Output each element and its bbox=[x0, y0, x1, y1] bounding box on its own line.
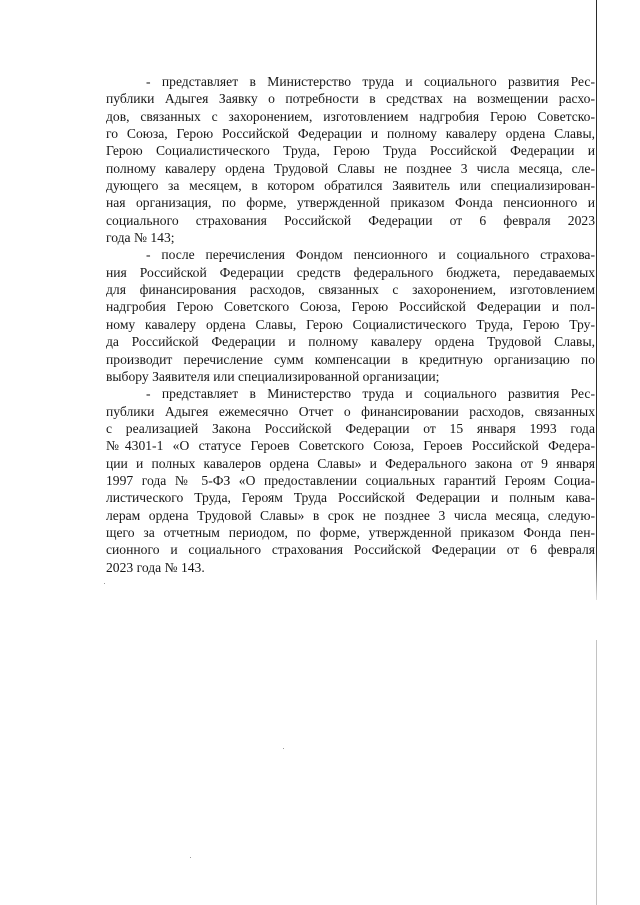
text-line: ния Российской Федерации средств федерального бюджета, передаваемых bbox=[106, 264, 595, 280]
paragraph-ministry-application bbox=[106, 73, 595, 246]
text-line: с реализацией Закона Российской Федерации от 15 января 1993 года bbox=[106, 420, 595, 436]
text-line: - после перечисления Фондом пенсионного и социального страхова- bbox=[146, 247, 595, 263]
text-line: да Российской Федерации и полному кавалеру ордена Трудовой Славы, bbox=[106, 334, 595, 350]
text-line: листического Труда, Героям Труда Российской Федерации и полным кава- bbox=[106, 490, 595, 506]
paragraph-fund-transfer bbox=[106, 246, 595, 385]
text-line: ному кавалеру ордена Славы, Герою Социалистического Труда, Герою Тру- bbox=[106, 316, 595, 332]
text-line: для финансирования расходов, связанных с захоронением, изготовлением bbox=[106, 282, 595, 298]
text-line: лерам ордена Трудовой Славы» в срок не позднее 3 числа месяца, следую- bbox=[106, 507, 595, 523]
text-line: дующего за месяцем, в котором обратился Заявитель или специализирован- bbox=[106, 178, 595, 194]
scan-edge-line-faint bbox=[596, 640, 597, 905]
text-line: Герою Социалистического Труда, Герою Труда Российской Федерации и bbox=[106, 143, 595, 159]
text-line: - представляет в Министерство труда и социального развития Рес- bbox=[146, 386, 595, 402]
scan-speck bbox=[190, 857, 191, 858]
text-line: сионного и социального страхования Российской Федерации от 6 февраля bbox=[106, 542, 595, 558]
text-line: дов, связанных с захоронением, изготовлением надгробия Герою Советско- bbox=[106, 108, 595, 124]
text-line: надгробия Герою Советского Союза, Герою Российской Федерации и пол- bbox=[106, 299, 595, 315]
document-body bbox=[106, 73, 595, 576]
scan-speck bbox=[104, 583, 105, 584]
text-line: №4301-1 «О статусе Героев Советского Союза, Героев Российской Федера- bbox=[106, 438, 595, 454]
text-line: 1997 года № 5-ФЗ «О предоставлении социальных гарантий Героям Социа- bbox=[106, 472, 595, 488]
text-line: - представляет в Министерство труда и социального развития Рес- bbox=[146, 74, 595, 89]
text-line: года № 143; bbox=[106, 230, 175, 246]
text-line: щего за отчетным периодом, по форме, утвержденной приказом Фонда пен- bbox=[106, 524, 595, 540]
text-line: го Союза, Герою Российской Федерации и полному кавалеру ордена Славы, bbox=[106, 126, 595, 142]
scan-edge-line bbox=[596, 0, 597, 600]
scan-speck bbox=[283, 748, 284, 749]
text-line: производит перечисление сумм компенсации в кредитную организацию по bbox=[106, 351, 595, 367]
text-line: ная организация, по форме, утвержденной приказом Фонда пенсионного и bbox=[106, 195, 595, 211]
text-line: полному кавалеру ордена Трудовой Славы не позднее 3 числа месяца, сле- bbox=[106, 160, 595, 176]
paragraph-monthly-report bbox=[106, 385, 595, 576]
text-line: публики Адыгея ежемесячно Отчет о финансировании расходов, связанных bbox=[106, 403, 595, 419]
text-line: выбору Заявителя или специализированной организации; bbox=[106, 368, 440, 384]
text-line: социального страхования Российской Федерации от 6 февраля 2023 bbox=[106, 212, 595, 228]
text-line: публики Адыгея Заявку о потребности в средствах на возмещении расхо- bbox=[106, 91, 595, 107]
text-line: ции и полных кавалеров ордена Славы» и Федерального закона от 9 января bbox=[106, 455, 595, 471]
text-line: 2023 года № 143. bbox=[106, 559, 205, 575]
